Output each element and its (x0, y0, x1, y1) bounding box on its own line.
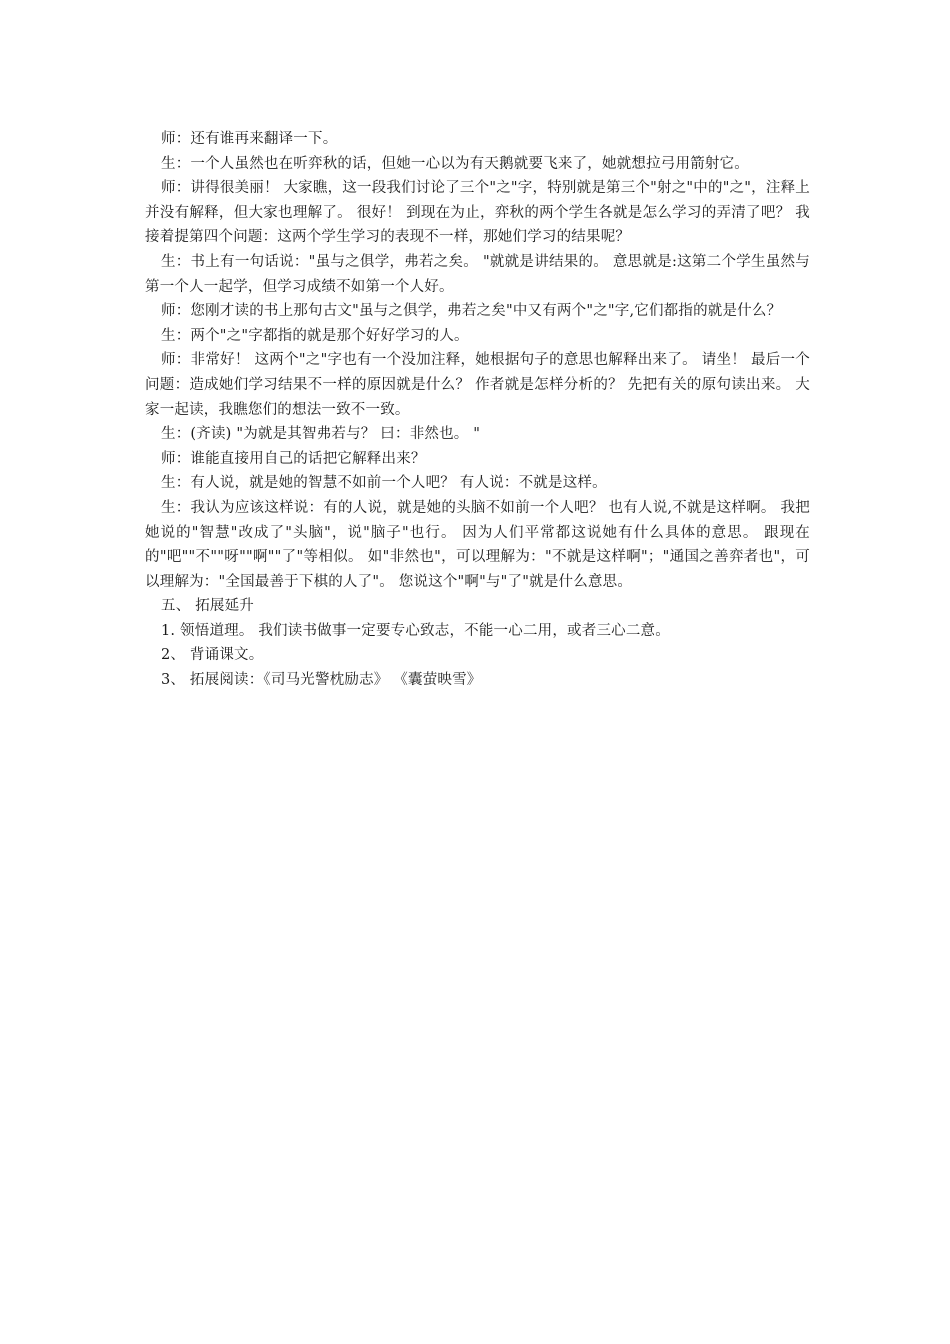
dialogue-line: 师：非常好！ 这两个"之"字也有一个没加注释，她根据句子的意思也解释出来了。 请坐！ 最后一个问题：造成她们学习结果不一样的原因就是什么？ 作者就是怎样分析的？ 先把有关的原句读出来。 大家一起读，我瞧您们的想法一致不一致。 (145, 352, 810, 418)
dialogue-line: 师：您刚才读的书上那句古文"虽与之俱学，弗若之矣"中又有两个"之"字,它们都指的就是什么？ (161, 303, 782, 320)
document-body (145, 127, 810, 693)
dialogue-line: 师：还有谁再来翻译一下。 (161, 131, 338, 147)
dialogue-line: 师：谁能直接用自己的话把它解释出来？ (161, 450, 426, 467)
dialogue-line: 生：一个人虽然也在听弈秋的话，但她一心以为有天鹅就要飞来了，她就想拉弓用箭射它。 (161, 155, 749, 172)
dialogue-line: 生：(齐读) "为就是其智弗若与？ 曰：非然也。 " (161, 426, 481, 443)
dialogue-line: 生：有人说，就是她的智慧不如前一个人吧？ 有人说：不就是这样。 (161, 475, 607, 492)
dialogue-line: 生：两个"之"字都指的就是那个好好学习的人。 (161, 327, 469, 344)
list-item: 2、 背诵课文。 (161, 647, 264, 664)
dialogue-line: 师：讲得很美丽！ 大家瞧，这一段我们讨论了三个"之"字，特别就是第三个"射之"中的"之"，注释上并没有解释，但大家也理解了。 很好！ 到现在为止，弈秋的两个学生各就是怎么学习的弄清了吧？ 我接着提第四个问题：这两个学生学习的表现不一样，那她们学习的结果呢？ (145, 180, 810, 246)
dialogue-line: 生：书上有一句话说："虽与之俱学，弗若之矣。 "就就是讲结果的。 意思就是:这第二个学生虽然与第一个人一起学，但学习成绩不如第一个人好。 (145, 253, 810, 295)
section-heading: 五、 拓展延升 (161, 598, 255, 615)
dialogue-line: 生：我认为应该这样说：有的人说，就是她的头脑不如前一个人吧？ 也有人说,不就是这样啊。 我把她说的"智慧"改成了"头脑"，说"脑子"也行。 因为人们平常都这说她有什么具体的意思。 跟现在的"吧""不""呀""啊""了"等相似。 如"非然也"，可以理解为："不就是这样啊"；"通国之善弈者也"，可以理解为："全国最善于下棋的人了"。 您说这个"啊"与"了"就是什么意思。 (145, 499, 810, 590)
list-item: 3、 拓展阅读：《司马光警枕励志》 《囊萤映雪》 (161, 672, 482, 689)
list-item: 1. 领悟道理。 我们读书做事一定要专心致志，不能一心二用，或者三心二意。 (161, 622, 670, 639)
